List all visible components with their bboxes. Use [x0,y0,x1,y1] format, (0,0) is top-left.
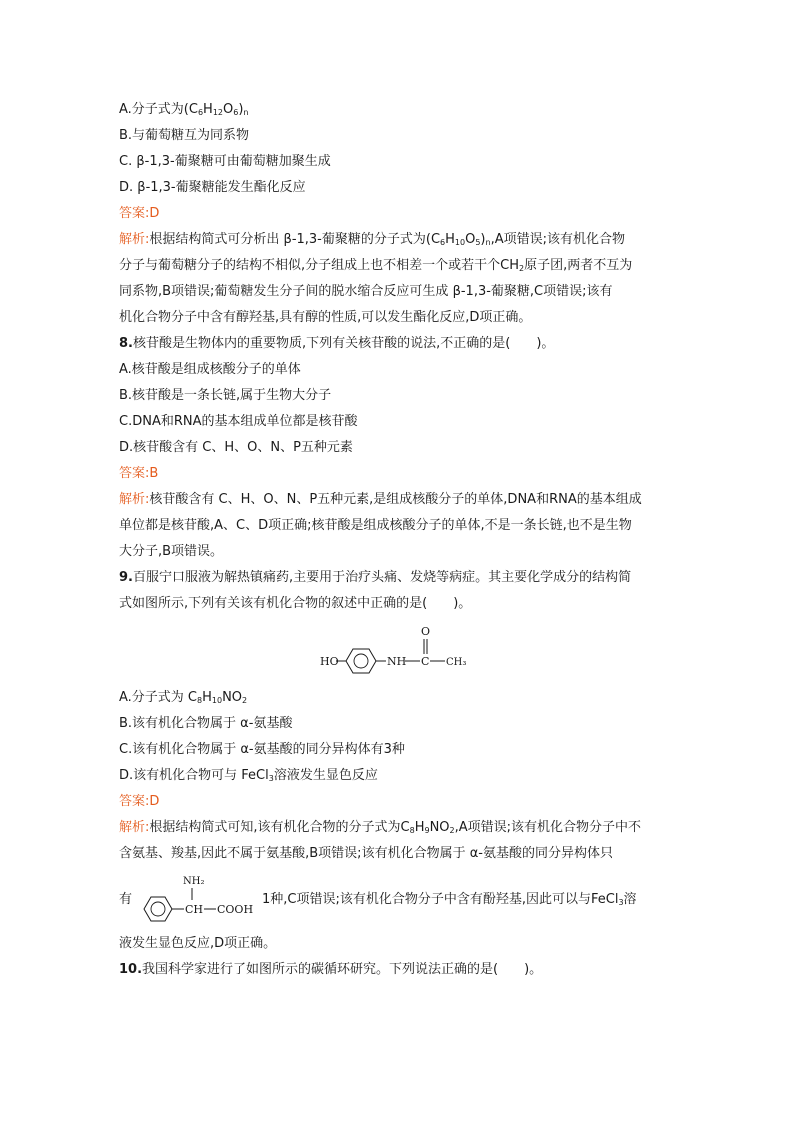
q8-analysis-line-3: 大分子,B项错误。 [119,544,224,559]
structure-ch: CH [185,903,204,916]
q7-option-c: C. β-1,3-葡聚糖可由葡萄糖加聚生成 [119,154,331,169]
q7-analysis-line-2: 分子与葡萄糖分子的结构不相似,分子组成上也不相差一个或若干个$CH_2$原子团,两者不互为 [119,258,633,273]
q7-option-a: A.分子式为$(C_6H_{12}O_6)_n$ [119,102,249,117]
q9-option-a: A.分子式为 $C_8H_{10}NO_2$ [119,690,248,705]
q7-option-d: D. β-1,3-葡聚糖能发生酯化反应 [119,180,306,195]
phenylglycine-structure [136,872,260,924]
q8-option-b: B.核苷酸是一条长链,属于生物大分子 [119,388,332,403]
q8-analysis-line-1: 解析:核苷酸含有 C、H、O、N、P五种元素,是组成核酸分子的单体,DNA和RNA的基本组成 [119,492,642,507]
structure-ho: HO [320,655,339,668]
q8-answer: 答案:B [119,466,159,481]
q8-option-a: A.核苷酸是组成核酸分子的单体 [119,362,301,377]
q9-stem-line-2: 式如图所示,下列有关该有机化合物的叙述中正确的是( )。 [119,596,472,611]
q9-option-b: B.该有机化合物属于 α-氨基酸 [119,716,293,731]
q7-answer: 答案:D [119,206,160,221]
q8-analysis-line-2: 单位都是核苷酸,A、C、D项正确;核苷酸是组成核酸分子的单体,不是一条长链,也不是生物 [119,518,632,533]
structure-cooh: COOH [217,903,254,916]
structure-nh2: NH₂ [183,876,205,887]
q7-analysis-line-3: 同系物,B项错误;葡萄糖发生分子间的脱水缩合反应可生成 β-1,3-葡聚糖,C项错误;该有 [119,284,613,299]
q7-option-b: B.与葡萄糖互为同系物 [119,128,250,143]
structure-nh: NH [387,655,407,668]
q9-option-c: C.该有机化合物属于 α-氨基酸的同分异构体有3种 [119,742,405,757]
structure-carbon: C [421,655,430,668]
benzene-ring [346,649,376,673]
q8-option-c: C.DNA和RNA的基本组成单位都是核苷酸 [119,414,358,429]
q9-stem-line-1: 9.百服宁口服液为解热镇痛药,主要用于治疗头痛、发烧等病症。其主要化学成分的结构简 [119,570,632,585]
q10-stem: 10.我国科学家进行了如图所示的碳循环研究。下列说法正确的是( )。 [119,962,543,977]
q9-analysis-line-2: 含氨基、羧基,因此不属于氨基酸,B项错误;该有机化合物属于 α-氨基酸的同分异构体只 [119,846,613,861]
q9-analysis-line-4: 液发生显色反应,D项正确。 [119,936,277,951]
q9-analysis-line-3: 1种,C项错误;该有机化合物分子中含有酚羟基,因此可以与FeCl$_3$溶 [262,892,637,907]
q9-analysis-line-1: 解析:根据结构简式可知,该有机化合物的分子式为$C_8H_9NO_2,A$项错误;该有机化合物分子中不 [119,820,642,835]
q9-analysis-line-3-prefix: 有 [119,892,133,907]
q9-answer: 答案:D [119,794,160,809]
q7-analysis-line-4: 机化合物分子中含有醇羟基,具有醇的性质,可以发生酯化反应,D项正确。 [119,310,532,325]
q7-analysis-line-1: 解析:根据结构简式可分析出 β-1,3-葡聚糖的分子式为$(C_6H_{10}O_5)_n,A$项错误;该有机化合物 [119,232,625,247]
q8-stem: 8.核苷酸是生物体内的重要物质,下列有关核苷酸的说法,不正确的是( )。 [119,336,555,351]
benzene-ring-2 [144,897,172,921]
q9-option-d: D.该有机化合物可与 FeCl$_3$溶液发生显色反应 [119,768,378,783]
structure-carbonyl-o: O [421,625,431,638]
structure-methyl: CH₃ [446,657,467,668]
q8-option-d: D.核苷酸含有 C、H、O、N、P五种元素 [119,440,353,455]
paracetamol-structure [318,622,478,674]
